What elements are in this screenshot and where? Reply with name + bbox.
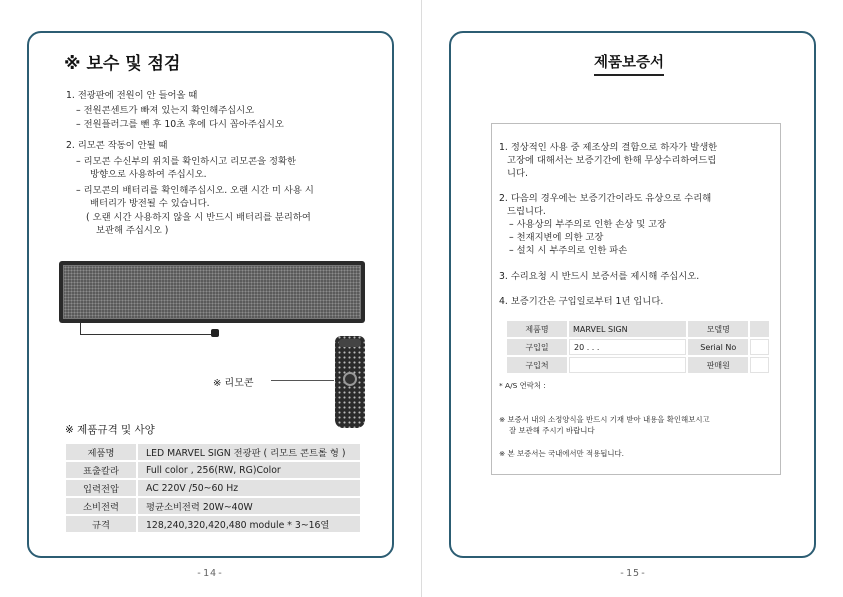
product-name-label: 제품명: [507, 321, 567, 337]
section2-line-1: – 리모콘 수신부의 위치를 확인하시고 리모콘을 정확한: [76, 156, 296, 167]
warranty-item-1: 1. 정상적인 사용 중 제조상의 결함으로 하자가 발생한: [499, 142, 718, 153]
warranty-item-3: 3. 수리요청 시 반드시 보증서를 제시해 주십시오.: [499, 271, 700, 282]
spec-row: [66, 498, 360, 514]
warranty-item-2-cont: 드립니다.: [507, 206, 546, 217]
warranty-item-1-cont: 고장에 대해서는 보증기간에 한해 무상수리하여드립: [507, 155, 717, 166]
warranty-item-2-sub3: – 설치 시 부주의로 인한 파손: [509, 245, 628, 256]
spec-value: LED MARVEL SIGN 전광판 ( 리모트 콘트롤 형 ): [138, 444, 360, 460]
section1-line-2: – 전원플러그를 뺀 후 10초 후에 다시 꼽아주십시오: [76, 119, 284, 130]
warranty-note-1: ※ 보증서 내의 소정양식을 반드시 기재 받아 내용을 확인해보시고: [499, 415, 710, 424]
led-sign-illustration: [59, 261, 365, 323]
section2-line-6: 보관해 주십시오 ): [96, 225, 169, 236]
section2-heading: 2. 리모콘 작동이 안될 때: [66, 140, 168, 151]
spec-value: 평균소비전력 20W~40W: [138, 498, 360, 514]
spec-label: 표출칼라: [66, 462, 136, 478]
warranty-table: [505, 319, 771, 375]
model-label: 모델명: [688, 321, 748, 337]
remote-display: [339, 339, 361, 347]
section2-line-3: – 리모콘의 배터리를 확인해주십시오. 오랜 시간 미 사용 시: [76, 185, 314, 196]
warranty-title: 제품보증서: [594, 51, 664, 76]
section2-line-5: ( 오랜 시간 사용하지 않을 시 반드시 배터리를 분리하여: [86, 212, 311, 223]
warranty-note-2: ※ 본 보증서는 국내에서만 적용됩니다.: [499, 449, 625, 458]
remote-dpad: [343, 372, 357, 386]
warranty-row: [507, 357, 769, 373]
section2-line-2: 방향으로 사용하여 주십시오.: [90, 169, 207, 180]
warranty-row: [507, 321, 769, 337]
serial-label: Serial No: [688, 339, 748, 355]
seller-value: [750, 357, 769, 373]
warranty-note-1-cont: 잘 보관해 주시기 바랍니다: [509, 426, 595, 435]
cable-plug: [211, 329, 219, 337]
page-divider: [421, 0, 422, 597]
spec-value: AC 220V /50~60 Hz: [138, 480, 360, 496]
maintenance-title: ※ 보수 및 점검: [64, 54, 181, 74]
remote-leader-line: [271, 380, 334, 381]
left-page-number: -14-: [196, 568, 225, 579]
spec-label: 제품명: [66, 444, 136, 460]
model-value: [750, 321, 769, 337]
spec-row: [66, 516, 360, 532]
remote-label: ※ 리모콘: [213, 378, 254, 389]
spec-table: [64, 442, 362, 534]
warranty-row: [507, 339, 769, 355]
purchase-place-label: 구입처: [507, 357, 567, 373]
as-contact: * A/S 연락처 :: [499, 381, 546, 390]
purchase-date-value: 20 . . .: [569, 339, 686, 355]
warranty-item-2-sub2: – 천재지변에 의한 고장: [509, 232, 604, 243]
seller-label: 판매원: [688, 357, 748, 373]
spec-value: Full color , 256(RW, RG)Color: [138, 462, 360, 478]
right-page-number: -15-: [619, 568, 648, 579]
spec-label: 입력전압: [66, 480, 136, 496]
section2-line-4: 배터리가 방전될 수 있습니다.: [90, 198, 210, 209]
spec-value: 128,240,320,420,480 module * 3~16열: [138, 516, 360, 532]
warranty-item-1-cont2: 니다.: [507, 168, 528, 179]
warranty-item-2: 2. 다음의 경우에는 보증기간이라도 유상으로 수리해: [499, 193, 712, 204]
spec-row: [66, 480, 360, 496]
purchase-date-label: 구입일: [507, 339, 567, 355]
spec-title: ※ 제품규격 및 사양: [65, 424, 155, 436]
spec-label: 규격: [66, 516, 136, 532]
warranty-item-2-sub1: – 사용상의 부주의로 인한 손상 및 고장: [509, 219, 667, 230]
purchase-place-value: [569, 357, 686, 373]
spec-row: [66, 444, 360, 460]
product-name-value: MARVEL SIGN: [569, 321, 686, 337]
warranty-item-4: 4. 보증기간은 구입일로부터 1년 입니다.: [499, 296, 664, 307]
section1-line-1: – 전원콘센트가 빠져 있는지 확인해주십시오: [76, 105, 255, 116]
spec-label: 소비전력: [66, 498, 136, 514]
power-cable: [80, 323, 218, 335]
serial-value: [750, 339, 769, 355]
section1-heading: 1. 전광판에 전원이 안 들어올 때: [66, 90, 198, 101]
spec-row: [66, 462, 360, 478]
